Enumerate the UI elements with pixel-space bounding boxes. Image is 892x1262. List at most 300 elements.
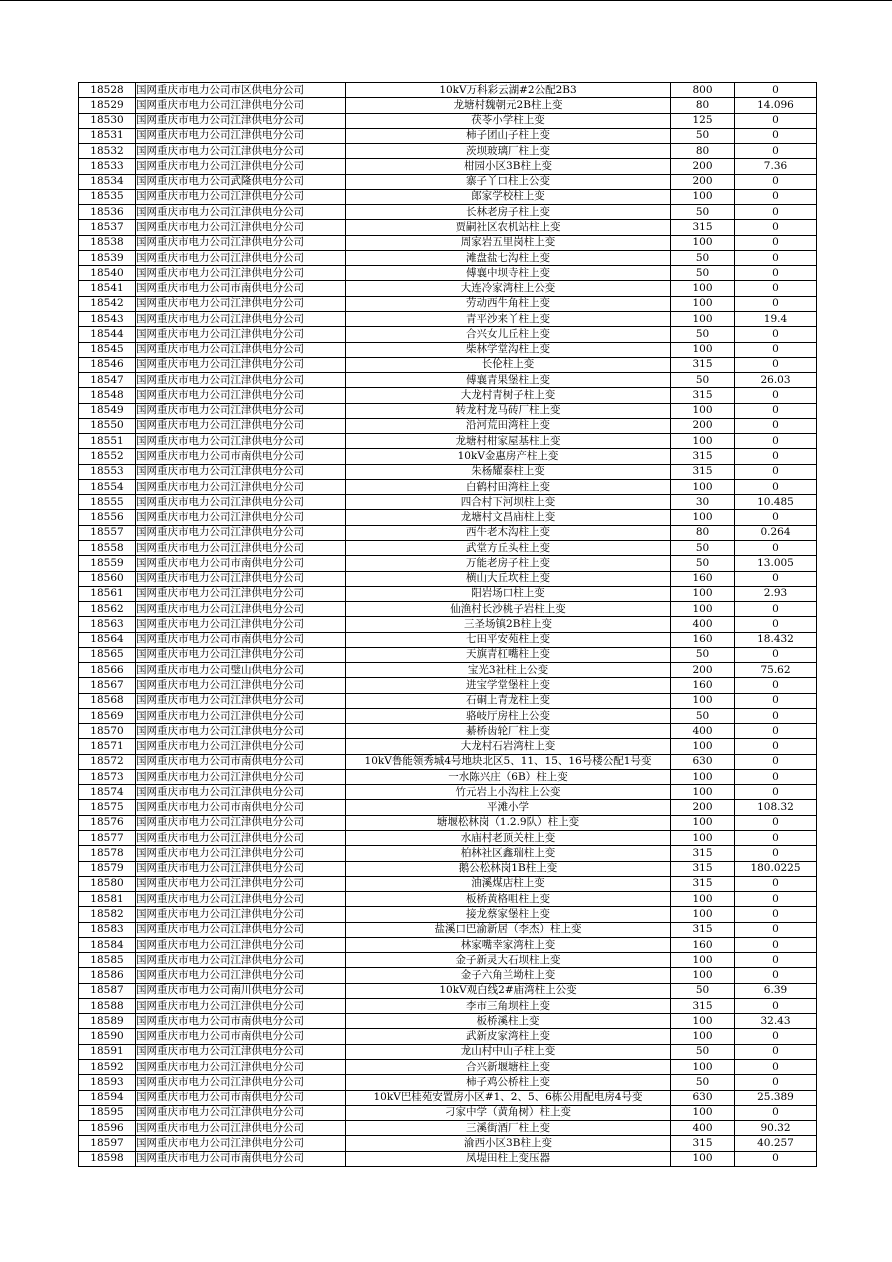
- row-id-cell: 18596: [79, 1121, 136, 1136]
- value-cell: 0: [735, 754, 817, 769]
- row-id-cell: 18544: [79, 327, 136, 342]
- value-cell: 0: [735, 647, 817, 662]
- row-id-cell: 18580: [79, 876, 136, 891]
- transformer-name-cell: 柿子团山子柱上变: [346, 128, 671, 143]
- table-row: [79, 1029, 817, 1044]
- company-cell: 国网重庆市电力公司江津供电分公司: [136, 327, 346, 342]
- capacity-cell: 50: [671, 1075, 735, 1090]
- transformer-name-cell: 傅襄中坝寺柱上变: [346, 266, 671, 281]
- value-cell: 6.39: [735, 983, 817, 998]
- company-cell: 国网重庆市电力公司江津供电分公司: [136, 876, 346, 891]
- table-row: [79, 876, 817, 891]
- table-row: [79, 83, 817, 98]
- row-id-cell: 18585: [79, 953, 136, 968]
- transformer-name-cell: 龙塘村文昌庙柱上变: [346, 510, 671, 525]
- transformer-name-cell: 合兴新堰塘柱上变: [346, 1060, 671, 1075]
- company-cell: 国网重庆市电力公司市南供电分公司: [136, 1029, 346, 1044]
- table-row: [79, 571, 817, 586]
- table-row: [79, 708, 817, 723]
- company-cell: 国网重庆市电力公司江津供电分公司: [136, 1136, 346, 1151]
- table-row: [79, 922, 817, 937]
- company-cell: 国网重庆市电力公司南川供电分公司: [136, 983, 346, 998]
- table-row: [79, 128, 817, 143]
- company-cell: 国网重庆市电力公司武隆供电分公司: [136, 174, 346, 189]
- row-id-cell: 18542: [79, 296, 136, 311]
- capacity-cell: 100: [671, 739, 735, 754]
- transformer-name-cell: 三溪街酒厂柱上变: [346, 1121, 671, 1136]
- capacity-cell: 100: [671, 968, 735, 983]
- transformer-name-cell: 天旗青杠嘴柱上变: [346, 647, 671, 662]
- company-cell: 国网重庆市电力公司江津供电分公司: [136, 998, 346, 1013]
- row-id-cell: 18575: [79, 800, 136, 815]
- row-id-cell: 18561: [79, 586, 136, 601]
- value-cell: 0: [735, 953, 817, 968]
- table-row: [79, 235, 817, 250]
- value-cell: 0: [735, 708, 817, 723]
- transformer-name-cell: 周家岩五里岗柱上变: [346, 235, 671, 250]
- table-row: [79, 250, 817, 265]
- transformer-name-cell: 万能老房子柱上变: [346, 556, 671, 571]
- company-cell: 国网重庆市电力公司江津供电分公司: [136, 98, 346, 113]
- value-cell: 0: [735, 281, 817, 296]
- transformer-name-cell: 武新皮家湾柱上变: [346, 1029, 671, 1044]
- value-cell: 0: [735, 724, 817, 739]
- company-cell: 国网重庆市电力公司江津供电分公司: [136, 540, 346, 555]
- transformer-name-cell: 鹅公松林岗1B柱上变: [346, 861, 671, 876]
- transformer-name-cell: 渝西小区3B柱上变: [346, 1136, 671, 1151]
- transformer-name-cell: 茯苓小学柱上变: [346, 113, 671, 128]
- company-cell: 国网重庆市电力公司市南供电分公司: [136, 281, 346, 296]
- table-row: [79, 174, 817, 189]
- table-row: [79, 937, 817, 952]
- company-cell: 国网重庆市电力公司江津供电分公司: [136, 861, 346, 876]
- table-row: [79, 1044, 817, 1059]
- company-cell: 国网重庆市电力公司江津供电分公司: [136, 342, 346, 357]
- table-row: [79, 311, 817, 326]
- row-id-cell: 18569: [79, 708, 136, 723]
- capacity-cell: 100: [671, 1151, 735, 1166]
- transformer-name-cell: 一水陈兴庄（6B）柱上变: [346, 769, 671, 784]
- capacity-cell: 400: [671, 724, 735, 739]
- value-cell: 0: [735, 769, 817, 784]
- company-cell: 国网重庆市电力公司江津供电分公司: [136, 953, 346, 968]
- value-cell: 0: [735, 434, 817, 449]
- row-id-cell: 18553: [79, 464, 136, 479]
- capacity-cell: 315: [671, 846, 735, 861]
- table-row: [79, 617, 817, 632]
- row-id-cell: 18537: [79, 220, 136, 235]
- row-id-cell: 18538: [79, 235, 136, 250]
- capacity-cell: 160: [671, 571, 735, 586]
- company-cell: 国网重庆市电力公司江津供电分公司: [136, 846, 346, 861]
- table-row: [79, 998, 817, 1013]
- row-id-cell: 18532: [79, 144, 136, 159]
- row-id-cell: 18547: [79, 373, 136, 388]
- table-row: [79, 449, 817, 464]
- value-cell: 0: [735, 571, 817, 586]
- row-id-cell: 18528: [79, 83, 136, 98]
- row-id-cell: 18589: [79, 1014, 136, 1029]
- company-cell: 国网重庆市电力公司江津供电分公司: [136, 724, 346, 739]
- row-id-cell: 18597: [79, 1136, 136, 1151]
- company-cell: 国网重庆市电力公司江津供电分公司: [136, 434, 346, 449]
- value-cell: 0: [735, 510, 817, 525]
- table-row: [79, 754, 817, 769]
- capacity-cell: 50: [671, 983, 735, 998]
- company-cell: 国网重庆市电力公司江津供电分公司: [136, 739, 346, 754]
- capacity-cell: 50: [671, 266, 735, 281]
- company-cell: 国网重庆市电力公司江津供电分公司: [136, 769, 346, 784]
- capacity-cell: 100: [671, 479, 735, 494]
- capacity-cell: 160: [671, 937, 735, 952]
- company-cell: 国网重庆市电力公司江津供电分公司: [136, 922, 346, 937]
- value-cell: 0: [735, 327, 817, 342]
- transformer-name-cell: 仙渔村长沙桃子岩柱上变: [346, 602, 671, 617]
- capacity-cell: 315: [671, 922, 735, 937]
- company-cell: 国网重庆市电力公司江津供电分公司: [136, 1105, 346, 1120]
- row-id-cell: 18578: [79, 846, 136, 861]
- value-cell: 0: [735, 739, 817, 754]
- capacity-cell: 100: [671, 296, 735, 311]
- transformer-name-cell: 平滩小学: [346, 800, 671, 815]
- company-cell: 国网重庆市电力公司市南供电分公司: [136, 556, 346, 571]
- capacity-cell: 50: [671, 128, 735, 143]
- table-row: [79, 357, 817, 372]
- capacity-cell: 100: [671, 785, 735, 800]
- value-cell: 0: [735, 83, 817, 98]
- table-row: [79, 602, 817, 617]
- value-cell: 0: [735, 831, 817, 846]
- capacity-cell: 100: [671, 892, 735, 907]
- company-cell: 国网重庆市电力公司江津供电分公司: [136, 586, 346, 601]
- capacity-cell: 100: [671, 434, 735, 449]
- capacity-cell: 315: [671, 357, 735, 372]
- value-cell: 0: [735, 1151, 817, 1166]
- capacity-cell: 100: [671, 693, 735, 708]
- value-cell: 25.389: [735, 1090, 817, 1105]
- company-cell: 国网重庆市电力公司江津供电分公司: [136, 113, 346, 128]
- capacity-cell: 100: [671, 815, 735, 830]
- company-cell: 国网重庆市电力公司市南供电分公司: [136, 1151, 346, 1166]
- value-cell: 90.32: [735, 1121, 817, 1136]
- table-row: [79, 556, 817, 571]
- capacity-cell: 50: [671, 327, 735, 342]
- row-id-cell: 18571: [79, 739, 136, 754]
- table-row: [79, 525, 817, 540]
- table-row: [79, 464, 817, 479]
- table-row: [79, 1136, 817, 1151]
- transformer-name-cell: 四合村下河坝柱上变: [346, 495, 671, 510]
- company-cell: 国网重庆市电力公司江津供电分公司: [136, 495, 346, 510]
- capacity-cell: 630: [671, 1090, 735, 1105]
- row-id-cell: 18583: [79, 922, 136, 937]
- transformer-name-cell: 转龙村龙马砖厂柱上变: [346, 403, 671, 418]
- value-cell: 0: [735, 128, 817, 143]
- row-id-cell: 18593: [79, 1075, 136, 1090]
- transformer-name-cell: 长伦柱上变: [346, 357, 671, 372]
- row-id-cell: 18579: [79, 861, 136, 876]
- company-cell: 国网重庆市电力公司江津供电分公司: [136, 602, 346, 617]
- capacity-cell: 100: [671, 1029, 735, 1044]
- row-id-cell: 18535: [79, 189, 136, 204]
- row-id-cell: 18558: [79, 540, 136, 555]
- value-cell: 0: [735, 418, 817, 433]
- value-cell: 0: [735, 342, 817, 357]
- row-id-cell: 18591: [79, 1044, 136, 1059]
- company-cell: 国网重庆市电力公司璧山供电分公司: [136, 663, 346, 678]
- value-cell: 0: [735, 998, 817, 1013]
- value-cell: 0: [735, 205, 817, 220]
- table-row: [79, 586, 817, 601]
- row-id-cell: 18577: [79, 831, 136, 846]
- capacity-cell: 50: [671, 540, 735, 555]
- value-cell: 0: [735, 1075, 817, 1090]
- value-cell: 0: [735, 174, 817, 189]
- table-row: [79, 907, 817, 922]
- value-cell: 0: [735, 144, 817, 159]
- transformer-name-cell: 10kV鲁能领秀城4号地块北区5、11、15、16号楼公配1号变: [346, 754, 671, 769]
- transformer-name-cell: 劳动西牛角柱上变: [346, 296, 671, 311]
- company-cell: 国网重庆市电力公司江津供电分公司: [136, 235, 346, 250]
- capacity-cell: 100: [671, 311, 735, 326]
- row-id-cell: 18555: [79, 495, 136, 510]
- value-cell: 0: [735, 464, 817, 479]
- transformer-name-cell: 接龙蔡家堡柱上变: [346, 907, 671, 922]
- transformer-name-cell: 龙山村中山子柱上变: [346, 1044, 671, 1059]
- table-row: [79, 220, 817, 235]
- company-cell: 国网重庆市电力公司江津供电分公司: [136, 678, 346, 693]
- value-cell: 18.432: [735, 632, 817, 647]
- value-cell: 0: [735, 220, 817, 235]
- row-id-cell: 18551: [79, 434, 136, 449]
- row-id-cell: 18557: [79, 525, 136, 540]
- value-cell: 0: [735, 678, 817, 693]
- row-id-cell: 18586: [79, 968, 136, 983]
- transformer-name-cell: 大连冷家湾柱上公变: [346, 281, 671, 296]
- transformer-name-cell: 水庙村老顶关柱上变: [346, 831, 671, 846]
- capacity-cell: 315: [671, 876, 735, 891]
- row-id-cell: 18573: [79, 769, 136, 784]
- company-cell: 国网重庆市电力公司江津供电分公司: [136, 266, 346, 281]
- capacity-cell: 50: [671, 205, 735, 220]
- company-cell: 国网重庆市电力公司江津供电分公司: [136, 403, 346, 418]
- table-row: [79, 953, 817, 968]
- transformer-name-cell: 大龙村青树子柱上变: [346, 388, 671, 403]
- capacity-cell: 315: [671, 449, 735, 464]
- transformer-data-table: [78, 82, 817, 1167]
- table-row: [79, 1105, 817, 1120]
- table-row: [79, 1151, 817, 1166]
- value-cell: 0: [735, 846, 817, 861]
- table-row: [79, 434, 817, 449]
- transformer-name-cell: 油溪煤店柱上变: [346, 876, 671, 891]
- value-cell: 0: [735, 1029, 817, 1044]
- value-cell: 19.4: [735, 311, 817, 326]
- capacity-cell: 100: [671, 1014, 735, 1029]
- company-cell: 国网重庆市电力公司江津供电分公司: [136, 357, 346, 372]
- table-body: [79, 83, 817, 1167]
- company-cell: 国网重庆市电力公司江津供电分公司: [136, 693, 346, 708]
- row-id-cell: 18554: [79, 479, 136, 494]
- transformer-name-cell: 林家嘴幸家湾柱上变: [346, 937, 671, 952]
- capacity-cell: 200: [671, 418, 735, 433]
- transformer-name-cell: 进宝学堂堡柱上变: [346, 678, 671, 693]
- table-row: [79, 113, 817, 128]
- company-cell: 国网重庆市电力公司江津供电分公司: [136, 479, 346, 494]
- capacity-cell: 200: [671, 663, 735, 678]
- table-row: [79, 846, 817, 861]
- capacity-cell: 315: [671, 861, 735, 876]
- row-id-cell: 18534: [79, 174, 136, 189]
- value-cell: 0: [735, 693, 817, 708]
- company-cell: 国网重庆市电力公司江津供电分公司: [136, 785, 346, 800]
- company-cell: 国网重庆市电力公司市南供电分公司: [136, 1090, 346, 1105]
- transformer-name-cell: 三圣场镇2B柱上变: [346, 617, 671, 632]
- capacity-cell: 30: [671, 495, 735, 510]
- company-cell: 国网重庆市电力公司江津供电分公司: [136, 647, 346, 662]
- capacity-cell: 315: [671, 220, 735, 235]
- value-cell: 0: [735, 1060, 817, 1075]
- transformer-name-cell: 金子新灵大石坝柱上变: [346, 953, 671, 968]
- table-row: [79, 1090, 817, 1105]
- transformer-name-cell: 板桥黄格咀柱上变: [346, 892, 671, 907]
- company-cell: 国网重庆市电力公司市南供电分公司: [136, 1014, 346, 1029]
- row-id-cell: 18598: [79, 1151, 136, 1166]
- company-cell: 国网重庆市电力公司江津供电分公司: [136, 617, 346, 632]
- value-cell: 0: [735, 296, 817, 311]
- company-cell: 国网重庆市电力公司江津供电分公司: [136, 388, 346, 403]
- transformer-name-cell: 竹元岩上小沟柱上公变: [346, 785, 671, 800]
- transformer-name-cell: 10kV金惠房产柱上变: [346, 449, 671, 464]
- value-cell: 2.93: [735, 586, 817, 601]
- row-id-cell: 18566: [79, 663, 136, 678]
- company-cell: 国网重庆市电力公司江津供电分公司: [136, 1060, 346, 1075]
- capacity-cell: 100: [671, 602, 735, 617]
- value-cell: 0: [735, 892, 817, 907]
- value-cell: 0: [735, 602, 817, 617]
- transformer-name-cell: 李市三角坝柱上变: [346, 998, 671, 1013]
- table-row: [79, 1121, 817, 1136]
- transformer-name-cell: 西牛老木沟柱上变: [346, 525, 671, 540]
- company-cell: 国网重庆市电力公司江津供电分公司: [136, 373, 346, 388]
- table-row: [79, 205, 817, 220]
- capacity-cell: 80: [671, 525, 735, 540]
- capacity-cell: 50: [671, 1044, 735, 1059]
- row-id-cell: 18560: [79, 571, 136, 586]
- row-id-cell: 18543: [79, 311, 136, 326]
- transformer-name-cell: 10kV观白线2#庙湾柱上公变: [346, 983, 671, 998]
- row-id-cell: 18572: [79, 754, 136, 769]
- value-cell: 108.32: [735, 800, 817, 815]
- table-row: [79, 296, 817, 311]
- transformer-name-cell: 柑园小区3B柱上变: [346, 159, 671, 174]
- capacity-cell: 125: [671, 113, 735, 128]
- transformer-name-cell: 柴林学堂沟柱上变: [346, 342, 671, 357]
- transformer-name-cell: 贾嗣社区农机站柱上变: [346, 220, 671, 235]
- capacity-cell: 800: [671, 83, 735, 98]
- company-cell: 国网重庆市电力公司市南供电分公司: [136, 754, 346, 769]
- transformer-name-cell: 骆岐厅房柱上公变: [346, 708, 671, 723]
- value-cell: 40.257: [735, 1136, 817, 1151]
- value-cell: 0: [735, 388, 817, 403]
- transformer-name-cell: 青平沙来丫柱上变: [346, 311, 671, 326]
- value-cell: 0: [735, 937, 817, 952]
- value-cell: 0: [735, 357, 817, 372]
- transformer-name-cell: 綦桥齿轮厂柱上变: [346, 724, 671, 739]
- table-row: [79, 678, 817, 693]
- capacity-cell: 200: [671, 174, 735, 189]
- company-cell: 国网重庆市电力公司江津供电分公司: [136, 311, 346, 326]
- table-row: [79, 373, 817, 388]
- capacity-cell: 100: [671, 769, 735, 784]
- row-id-cell: 18568: [79, 693, 136, 708]
- capacity-cell: 80: [671, 98, 735, 113]
- value-cell: 26.03: [735, 373, 817, 388]
- capacity-cell: 100: [671, 235, 735, 250]
- transformer-name-cell: 10kV巴桂苑安置房小区#1、2、5、6栋公用配电房4号变: [346, 1090, 671, 1105]
- table-row: [79, 968, 817, 983]
- transformer-name-cell: 郎家学校柱上变: [346, 189, 671, 204]
- transformer-name-cell: 茨坝玻璃厂柱上变: [346, 144, 671, 159]
- value-cell: 0: [735, 617, 817, 632]
- page-top-border: [0, 0, 892, 1]
- capacity-cell: 200: [671, 800, 735, 815]
- company-cell: 国网重庆市电力公司江津供电分公司: [136, 815, 346, 830]
- company-cell: 国网重庆市电力公司江津供电分公司: [136, 937, 346, 952]
- transformer-name-cell: 白鹤村田湾柱上变: [346, 479, 671, 494]
- row-id-cell: 18570: [79, 724, 136, 739]
- row-id-cell: 18552: [79, 449, 136, 464]
- transformer-name-cell: 武堂方丘头柱上变: [346, 540, 671, 555]
- capacity-cell: 100: [671, 953, 735, 968]
- row-id-cell: 18574: [79, 785, 136, 800]
- capacity-cell: 100: [671, 403, 735, 418]
- capacity-cell: 50: [671, 250, 735, 265]
- capacity-cell: 100: [671, 281, 735, 296]
- capacity-cell: 315: [671, 464, 735, 479]
- row-id-cell: 18562: [79, 602, 136, 617]
- company-cell: 国网重庆市电力公司江津供电分公司: [136, 907, 346, 922]
- company-cell: 国网重庆市电力公司江津供电分公司: [136, 144, 346, 159]
- company-cell: 国网重庆市电力公司市南供电分公司: [136, 800, 346, 815]
- row-id-cell: 18540: [79, 266, 136, 281]
- transformer-name-cell: 合兴女儿丘柱上变: [346, 327, 671, 342]
- capacity-cell: 160: [671, 632, 735, 647]
- table-row: [79, 632, 817, 647]
- transformer-name-cell: 七田平安苑柱上变: [346, 632, 671, 647]
- row-id-cell: 18581: [79, 892, 136, 907]
- company-cell: 国网重庆市电力公司江津供电分公司: [136, 1044, 346, 1059]
- table-row: [79, 388, 817, 403]
- transformer-name-cell: 长林老房子柱上变: [346, 205, 671, 220]
- transformer-name-cell: 凤堤田柱上变压器: [346, 1151, 671, 1166]
- table-row: [79, 892, 817, 907]
- transformer-name-cell: 宝光3社柱上公变: [346, 663, 671, 678]
- table-row: [79, 724, 817, 739]
- row-id-cell: 18556: [79, 510, 136, 525]
- transformer-name-cell: 板桥溪柱上变: [346, 1014, 671, 1029]
- value-cell: 10.485: [735, 495, 817, 510]
- capacity-cell: 315: [671, 388, 735, 403]
- transformer-name-cell: 沿河荒田湾柱上变: [346, 418, 671, 433]
- transformer-name-cell: 石硐上青龙柱上变: [346, 693, 671, 708]
- table-row: [79, 983, 817, 998]
- row-id-cell: 18584: [79, 937, 136, 952]
- value-cell: 0: [735, 113, 817, 128]
- value-cell: 0: [735, 189, 817, 204]
- transformer-name-cell: 傅襄青果堡柱上变: [346, 373, 671, 388]
- company-cell: 国网重庆市电力公司江津供电分公司: [136, 418, 346, 433]
